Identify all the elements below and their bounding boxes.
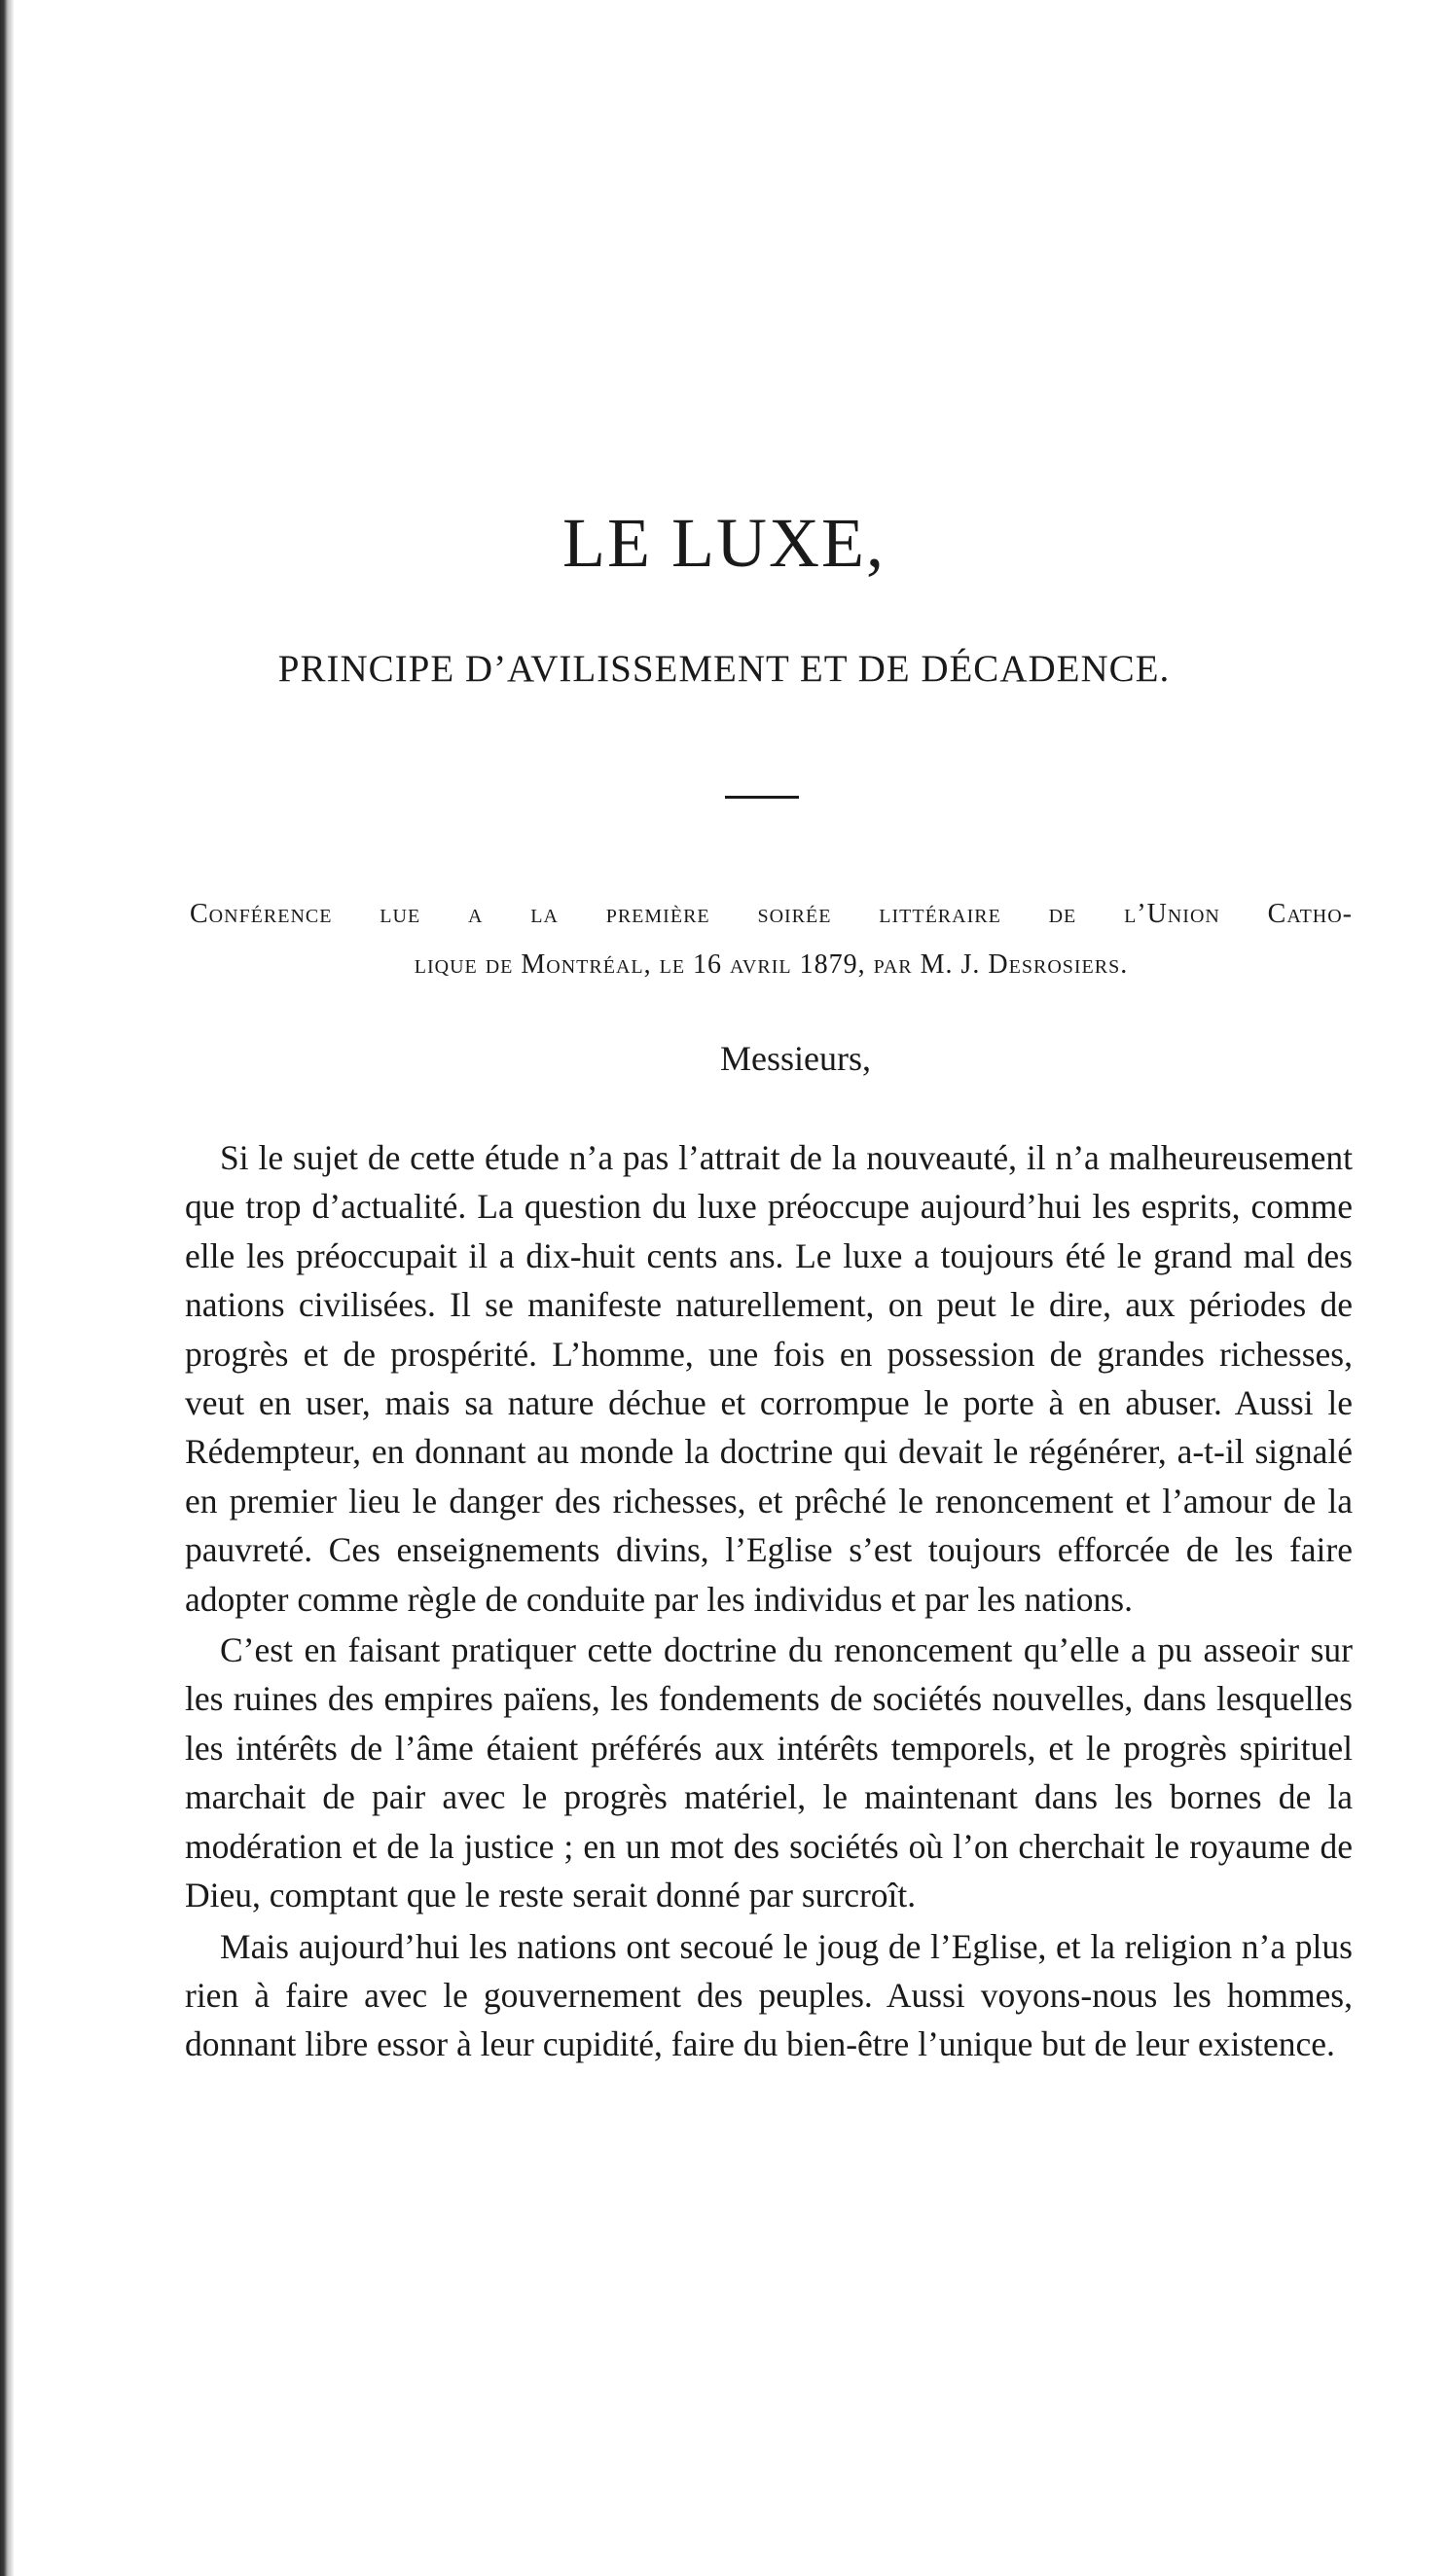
conference-note-line-1: Conférence lue a la première soirée littéraire de l’Union Catho- (190, 899, 1353, 929)
salutation: Messieurs, (720, 1039, 871, 1078)
page-binding-edge (0, 0, 14, 2576)
body-text (185, 1133, 1353, 2069)
title-divider (725, 796, 799, 799)
paragraph-1: Si le sujet de cette étude n’a pas l’attrait de la nouveauté, il n’a malheureusement que trop d’actualité. La question du luxe préoccupe aujourd’hui les esprits, comme elle les préoccupait il a dix-huit cents ans. Le luxe a toujours été le grand mal des nations civilisées. Il se manifeste naturellement, on peut le dire, aux périodes de progrès et de prospérité. L’homme, une fois en possession de grandes richesses, veut en user, mais sa nature déchue et corrompue le porte à en abuser. Aussi le Rédempteur, en donnant au monde la doctrine qui devait le régénérer, a-t-il signalé en premier lieu le danger des richesses, et prêché le renoncement et l’amour de la pauvreté. Ces enseignements divins, l’Eglise s’est toujours efforcée de les faire adopter comme règle de conduite par les individus et par les nations. (185, 1138, 1353, 1619)
paragraph-2: C’est en faisant pratiquer cette doctrine du renoncement qu’elle a pu asseoir sur les ruines des empires païens, les fondements de sociétés nouvelles, dans lesquelles les intérêts de l’âme étaient préférés aux intérêts temporels, et le progrès spirituel marchait de pair avec le progrès matériel, le maintenant dans les bornes de la modération et de la justice ; en un mot des sociétés où l’on cherchait le royaume de Dieu, comptant que le reste serait donné par surcroît. (185, 1630, 1353, 1915)
paragraph-3: Mais aujourd’hui les nations ont secoué le joug de l’Eglise, et la religion n’a plus rien à faire avec le gouvernement des peuples. Aussi voyons-nous les hommes, donnant libre essor à leur cupidité, faire du bien-être l’unique but de leur existence. (185, 1926, 1353, 2064)
page-subtitle: PRINCIPE D’AVILISSEMENT ET DE DÉCADENCE. (277, 648, 1171, 690)
conference-note-line-2: lique de Montréal, le 16 avril 1879, par M. J. Desrosiers. (414, 949, 1129, 980)
page-title: LE LUXE, (562, 504, 886, 582)
conference-note (190, 889, 1353, 990)
